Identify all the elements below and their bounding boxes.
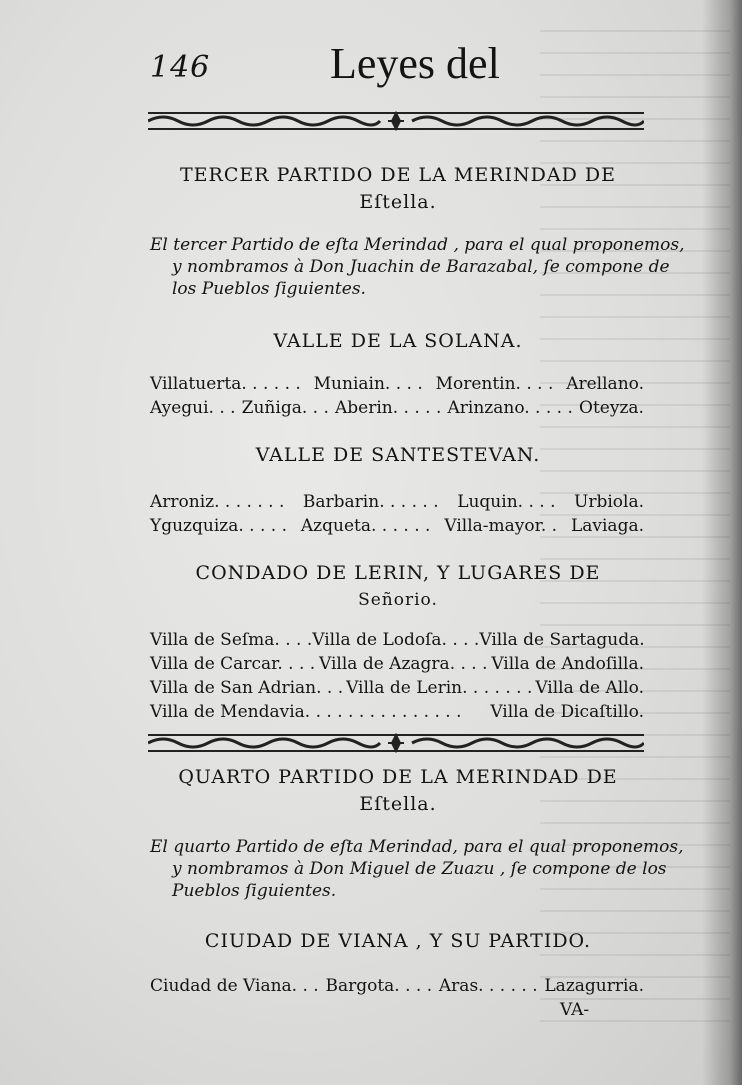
town-entry: Azqueta. . . . . . bbox=[300, 516, 431, 536]
town-entry: Villa de Allo. bbox=[535, 678, 644, 698]
page-gutter-shadow bbox=[702, 0, 742, 1085]
town-entry: Villa de Sartaguda. bbox=[479, 630, 645, 650]
town-row bbox=[150, 676, 644, 700]
section3-title bbox=[148, 162, 648, 216]
town-entry: Lazagurria. bbox=[544, 976, 644, 996]
town-entry: Zuñiga. . . bbox=[241, 398, 329, 418]
town-entry: Barbarin. . . . . . bbox=[302, 492, 439, 512]
town-entry: Urbiola. bbox=[574, 492, 644, 512]
town-row bbox=[150, 652, 644, 676]
town-row bbox=[150, 396, 644, 420]
ciudad-viana-title: CIUDAD DE VIANA , Y SU PARTIDO. bbox=[204, 930, 592, 952]
town-row bbox=[150, 514, 644, 538]
section4-intro bbox=[150, 836, 684, 902]
catchword: VA- bbox=[560, 1000, 590, 1020]
town-entry: Arroniz. . . . . . . bbox=[150, 492, 285, 512]
town-entry: Morentin. . . . bbox=[435, 374, 554, 394]
town-entry: Villa de Seſma. . . . bbox=[150, 630, 313, 650]
town-entry: Arinzano. . . . . bbox=[447, 398, 573, 418]
town-entry: Villatuerta. . . . . . bbox=[150, 374, 301, 394]
town-entry: Villa-mayor. . bbox=[444, 516, 558, 536]
running-title: Leyes del bbox=[330, 39, 500, 88]
valle-santestevan-list bbox=[150, 490, 644, 538]
town-entry: Luquin. . . . bbox=[457, 492, 556, 512]
town-entry: Oteyza. bbox=[579, 398, 644, 418]
section4-title bbox=[148, 764, 648, 818]
section4-intro-line: Pueblos ſiguientes. bbox=[172, 881, 337, 901]
condado-lerin-title-line2: Señorio. bbox=[358, 590, 438, 610]
town-row bbox=[150, 700, 644, 724]
section4-intro-line: El quarto Partido de eſta Merindad, para el qual proponemos, bbox=[150, 837, 684, 857]
town-entry: Villa de San Adrian. . . bbox=[150, 678, 344, 698]
condado-lerin-title bbox=[148, 560, 648, 614]
section3-title-line2: Eſtella. bbox=[359, 191, 437, 213]
town-row bbox=[150, 490, 644, 514]
town-entry: Ciudad de Viana. . . bbox=[150, 976, 319, 996]
town-row bbox=[150, 372, 644, 396]
ciudad-viana-list bbox=[150, 974, 644, 998]
section3-intro-line: los Pueblos ſiguientes. bbox=[172, 279, 366, 299]
valle-santestevan-title: VALLE DE SANTESTEVAN. bbox=[255, 444, 541, 466]
town-entry: Villa de Azagra. . . . bbox=[319, 654, 488, 674]
town-entry: Muniain. . . . bbox=[313, 374, 423, 394]
town-entry: Villa de Dicaſtillo. bbox=[490, 702, 644, 722]
ornament-divider-top bbox=[148, 110, 644, 132]
condado-lerin-list bbox=[150, 628, 644, 724]
town-entry: Villa de Mendavia. . . . . . . . . . . . . . . bbox=[150, 702, 462, 722]
town-entry: Arellano. bbox=[566, 374, 644, 394]
town-entry: Bargota. . . . bbox=[325, 976, 433, 996]
valle-solana-title: VALLE DE LA SOLANA. bbox=[273, 330, 523, 352]
valle-solana-list bbox=[150, 372, 644, 420]
section3-intro-line: El tercer Partido de eſta Merindad , para el qual proponemos, bbox=[150, 235, 685, 255]
town-entry: Aras. . . . . . bbox=[438, 976, 538, 996]
town-row bbox=[150, 628, 644, 652]
condado-lerin-title-line1: CONDADO DE LERIN, Y LUGARES DE bbox=[195, 562, 601, 584]
page-header bbox=[150, 30, 650, 90]
town-entry: Villa de Lerin. . . . . . . bbox=[346, 678, 533, 698]
section4-title-line2: Eſtella. bbox=[359, 793, 437, 815]
ornament-divider-middle bbox=[148, 732, 644, 754]
page-number: 146 bbox=[150, 50, 211, 85]
town-entry: Villa de Andoſilla. bbox=[491, 654, 644, 674]
town-entry: Villa de Carcar. . . . bbox=[150, 654, 316, 674]
section3-intro bbox=[150, 234, 685, 300]
section4-intro-line: y nombramos à Don Miguel de Zuazu , ſe compone de los bbox=[172, 859, 667, 879]
town-entry: Ayegui. . . bbox=[150, 398, 236, 418]
town-entry: Yguzquiza. . . . . bbox=[150, 516, 288, 536]
section4-title-line1: QUARTO PARTIDO DE LA MERINDAD DE bbox=[178, 766, 618, 788]
section3-title-line1: TERCER PARTIDO DE LA MERINDAD DE bbox=[180, 164, 616, 186]
town-row bbox=[150, 974, 644, 998]
section3-intro-line: y nombramos à Don Juachin de Barazabal, ſe compone de bbox=[172, 257, 670, 277]
town-entry: Aberin. . . . . bbox=[334, 398, 442, 418]
town-entry: Laviaga. bbox=[570, 516, 644, 536]
town-entry: Villa de Lodoſa. . . . bbox=[312, 630, 480, 650]
